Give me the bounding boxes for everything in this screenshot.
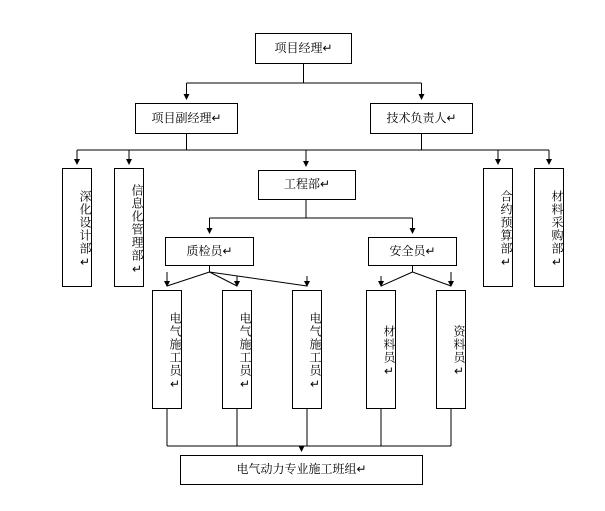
node-label: 项目经理↵ bbox=[274, 40, 333, 55]
node-label: 技术负责人↵ bbox=[386, 110, 457, 125]
node-deputy-project-manager[interactable] bbox=[135, 103, 238, 134]
node-label: 材料采购部↵ bbox=[550, 190, 564, 270]
node-design-development-dept[interactable] bbox=[62, 168, 92, 287]
node-information-mgmt-dept[interactable] bbox=[114, 168, 144, 287]
node-label: 电气施工员↵ bbox=[168, 312, 182, 392]
node-electrical-worker-2[interactable] bbox=[222, 290, 252, 409]
node-label: 深化设计部↵ bbox=[78, 190, 92, 270]
node-material-purchase-dept[interactable] bbox=[534, 168, 564, 287]
node-label: 资料员↵ bbox=[452, 325, 466, 379]
node-label: 合约预算部↵ bbox=[499, 190, 513, 270]
node-quality-inspector[interactable] bbox=[165, 237, 254, 266]
node-label: 项目副经理↵ bbox=[151, 110, 222, 125]
node-engineering-dept[interactable] bbox=[258, 170, 356, 200]
node-construction-team[interactable] bbox=[180, 455, 423, 485]
node-material-clerk[interactable] bbox=[366, 290, 396, 409]
node-label: 安全员↵ bbox=[389, 243, 436, 258]
node-safety-officer[interactable] bbox=[368, 237, 457, 266]
node-label: 工程部↵ bbox=[283, 177, 331, 192]
node-electrical-worker-1[interactable] bbox=[152, 290, 182, 409]
node-contract-budget-dept[interactable] bbox=[483, 168, 513, 287]
node-label: 电气动力专业施工班组↵ bbox=[236, 462, 367, 477]
node-label: 电气施工员↵ bbox=[308, 312, 322, 392]
node-project-manager[interactable] bbox=[255, 33, 352, 64]
node-technical-lead[interactable] bbox=[370, 103, 473, 134]
node-label: 电气施工员↵ bbox=[238, 312, 252, 392]
node-document-clerk[interactable] bbox=[436, 290, 466, 409]
node-label: 信息化管理部↵ bbox=[130, 183, 144, 277]
node-label: 材料员↵ bbox=[382, 325, 396, 379]
node-label: 质检员↵ bbox=[186, 243, 233, 258]
node-electrical-worker-3[interactable] bbox=[292, 290, 322, 409]
